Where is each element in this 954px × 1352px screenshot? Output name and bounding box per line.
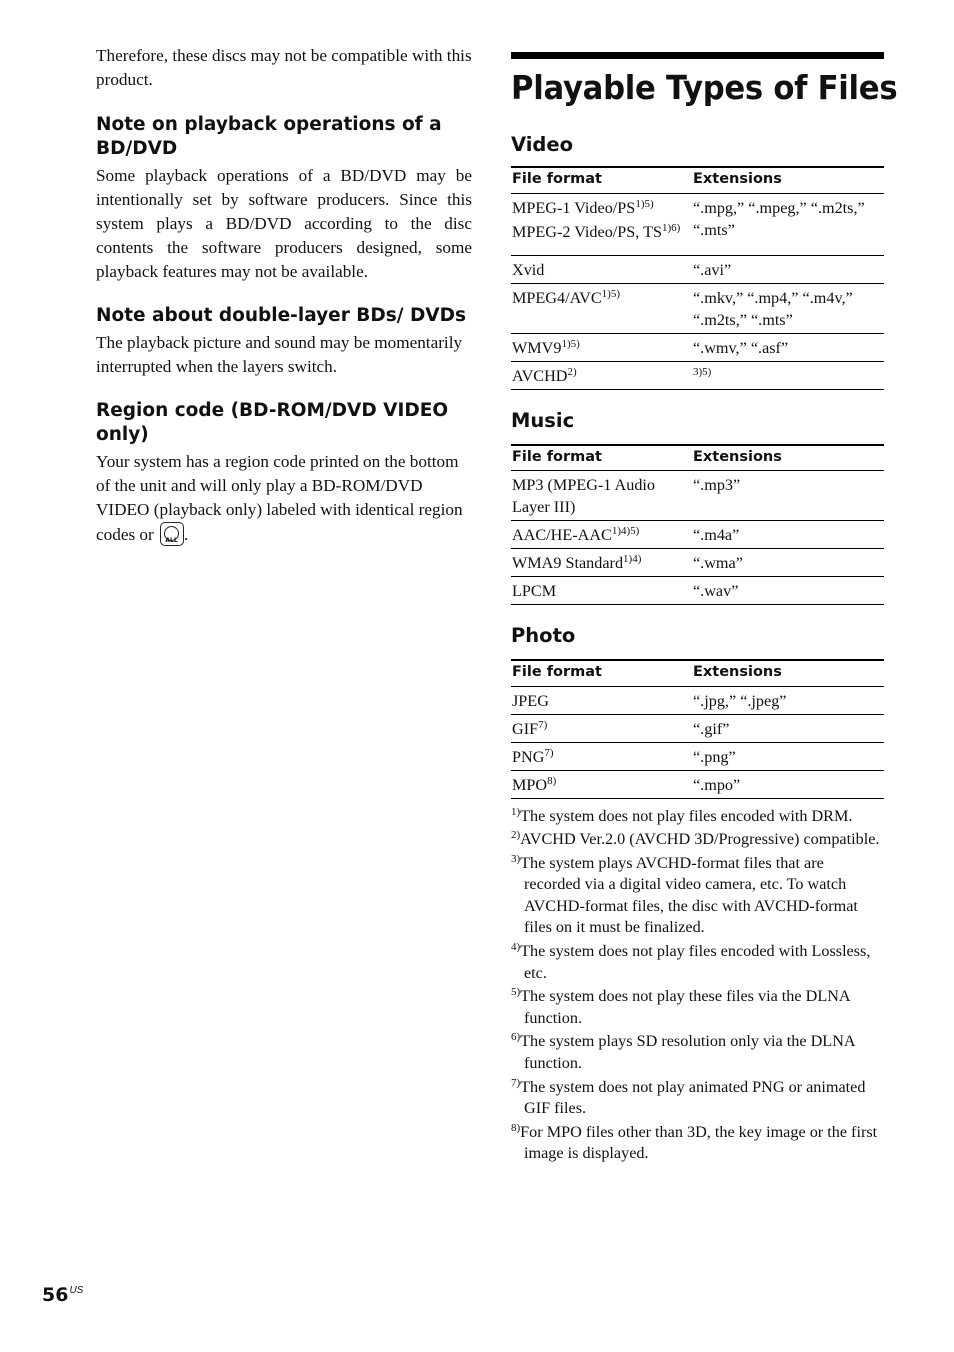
page-title: Playable Types of Files (511, 68, 898, 107)
extensions-cell: “.jpg,” “.jpeg” (692, 686, 884, 714)
format-text: GIF (512, 719, 539, 738)
footnote (511, 1122, 884, 1165)
video-table (511, 166, 884, 390)
footnote-mark: 4) (511, 941, 521, 954)
extensions-text: “.mpg,” “.mpeg,” “.m2ts,” “.mts” (693, 198, 865, 239)
format-footnote-ref: 1)4) (623, 553, 642, 565)
footnote-mark: 2) (511, 829, 521, 842)
table-row (511, 361, 884, 389)
format-cell (511, 521, 692, 549)
footnote (511, 1077, 884, 1120)
footnote-text: The system plays SD resolution only via the DLNA function. (520, 1032, 855, 1073)
format-footnote-ref: 1)5) (561, 337, 580, 350)
table-row (511, 471, 884, 521)
format-footnote-ref: 1)6) (662, 221, 681, 234)
footnote (511, 829, 884, 851)
music-table (511, 444, 884, 606)
format-cell (511, 686, 692, 714)
extensions-cell: “.wav” (692, 577, 884, 605)
format-line (512, 337, 692, 359)
region-all-icon-label: ALL (165, 537, 178, 544)
table-header-row (511, 445, 884, 471)
footnote-mark: 6) (511, 1031, 521, 1044)
format-cell (511, 770, 692, 798)
table-row (511, 577, 884, 605)
format-footnote-ref: 8) (547, 774, 557, 787)
footnote-mark: 7) (511, 1076, 521, 1089)
footnote-mark: 8) (511, 1121, 521, 1134)
table-header-row (511, 167, 884, 193)
footnotes (511, 806, 884, 1166)
format-text: MPEG-1 Video/PS (512, 198, 636, 217)
format-text: LPCM (512, 582, 557, 600)
footnote-text: The system does not play animated PNG or animated GIF files. (520, 1077, 866, 1118)
format-text: Xvid (512, 260, 545, 279)
footnote (511, 1031, 884, 1074)
region-code-period: . (184, 525, 189, 544)
format-footnote-ref: 1)5) (601, 287, 620, 300)
format-cell (511, 742, 692, 770)
photo-table (511, 659, 884, 799)
format-cell (511, 283, 692, 333)
page-number (42, 1284, 83, 1306)
format-text: WMA9 Standard (512, 554, 624, 572)
intro-paragraph: Therefore, these discs may not be compatible with this product. (96, 46, 472, 89)
extensions-text: “.wmv,” “.asf” (693, 338, 789, 357)
table-row (511, 549, 884, 577)
extensions-cell: “.wma” (692, 549, 884, 577)
format-text: AAC/HE-AAC (512, 526, 612, 544)
extensions-text: “.mkv,” “.mp4,” “.m4v,” “.m2ts,” “.mts” (693, 288, 853, 329)
left-column (96, 44, 472, 547)
section-body-region-code (96, 450, 472, 547)
format-footnote-ref: 1)4)5) (611, 525, 640, 537)
table-row (511, 742, 884, 770)
page-number-value: 56 (42, 1284, 69, 1306)
footnote-text: The system plays AVCHD-format files that are recorded via a digital video camera, etc. To watch AVCHD-format files, the disc with AVCHD-format files on it must be finalized. (520, 853, 858, 937)
table-row (511, 714, 884, 742)
format-cell (511, 577, 692, 605)
format-cell (511, 471, 692, 521)
table-row (511, 283, 884, 333)
format-text: MPO (512, 775, 548, 794)
column-header-format: File format (511, 445, 692, 471)
format-cell (511, 361, 692, 389)
table-row (511, 521, 884, 549)
column-header-extensions: Extensions (692, 660, 884, 686)
format-footnote-ref: 1)5) (635, 197, 654, 210)
table-header-row (511, 660, 884, 686)
footnote-text: AVCHD Ver.2.0 (AVCHD 3D/Progressive) compatible. (520, 830, 880, 849)
format-text: MPEG-2 Video/PS, TS (512, 222, 662, 241)
column-header-format: File format (511, 167, 692, 193)
format-text: JPEG (512, 691, 549, 710)
table-row (511, 333, 884, 361)
extensions-cell (692, 255, 884, 283)
extensions-cell: “.mpo” (692, 770, 884, 798)
footnote (511, 806, 884, 828)
footnote-mark: 5) (511, 986, 521, 999)
column-header-extensions: Extensions (692, 167, 884, 193)
format-line (512, 259, 692, 281)
table-row (511, 770, 884, 798)
format-text: PNG (512, 747, 545, 766)
region-all-icon (160, 522, 184, 546)
format-footnote-ref: 7) (544, 746, 554, 759)
footnote-text: For MPO files other than 3D, the key image or the first image is displayed. (520, 1122, 878, 1163)
section-body-double-layer: The playback picture and sound may be momentarily interrupted when the layers switch. (96, 333, 463, 376)
format-cell (511, 193, 692, 255)
format-text: MP3 (MPEG-1 Audio Layer III) (512, 476, 656, 516)
format-line (512, 197, 692, 219)
extensions-cell (692, 361, 884, 389)
format-text: WMV9 (512, 338, 562, 357)
format-text: AVCHD (512, 366, 568, 385)
format-footnote-ref: 7) (538, 718, 548, 731)
column-header-format: File format (511, 660, 692, 686)
footnote-mark: 1) (511, 805, 521, 818)
format-cell (511, 333, 692, 361)
format-line (512, 221, 692, 243)
footnote-text: The system does not play files encoded with DRM. (520, 806, 853, 825)
format-line (512, 287, 692, 309)
title-rule (511, 52, 884, 59)
format-line (512, 365, 692, 387)
table-row (511, 686, 884, 714)
extensions-cell (692, 333, 884, 361)
photo-heading: Photo (511, 624, 576, 647)
region-code-text: Your system has a region code printed on the bottom of the unit and will only play a BD-ROM/DVD VIDEO (playback only) labeled with identical region codes or (96, 452, 463, 544)
extensions-cell: “.m4a” (692, 521, 884, 549)
format-cell (511, 549, 692, 577)
right-column (511, 52, 898, 1165)
extensions-cell: “.png” (692, 742, 884, 770)
section-heading-region-code: Region code (BD-ROM/DVD VIDEO only) (96, 400, 449, 445)
table-row (511, 255, 884, 283)
section-body-playback-operations: Some playback operations of a BD/DVD may be intentionally set by software producers. Since this system plays a BD/DVD according to the disc contents the software producers designed, some playback features may not be available. (96, 166, 472, 281)
music-heading: Music (511, 408, 575, 432)
footnote-text: The system does not play files encoded with Lossless, etc. (520, 942, 871, 982)
footnote-text: The system does not play these files via the DLNA function. (520, 987, 850, 1027)
section-heading-playback-operations: Note on playback operations of a BD/DVD (96, 114, 442, 159)
video-heading: Video (511, 133, 574, 156)
format-cell (511, 714, 692, 742)
footnote (511, 986, 884, 1029)
footnote-mark: 3) (511, 852, 521, 865)
extensions-footnote-ref: 3)5) (693, 365, 712, 378)
format-text: MPEG4/AVC (512, 288, 602, 307)
extensions-cell (692, 193, 884, 255)
format-cell (511, 255, 692, 283)
table-row (511, 193, 884, 255)
format-footnote-ref: 2) (567, 365, 577, 378)
section-heading-double-layer: Note about double-layer BDs/ DVDs (96, 305, 466, 326)
extensions-text: “.avi” (693, 260, 732, 279)
footnote (511, 941, 884, 984)
page-region-suffix: US (69, 1285, 84, 1296)
column-header-extensions: Extensions (692, 445, 884, 471)
extensions-cell: “.mp3” (692, 471, 884, 521)
extensions-cell (692, 283, 884, 333)
extensions-cell: “.gif” (692, 714, 884, 742)
footnote (511, 853, 884, 939)
